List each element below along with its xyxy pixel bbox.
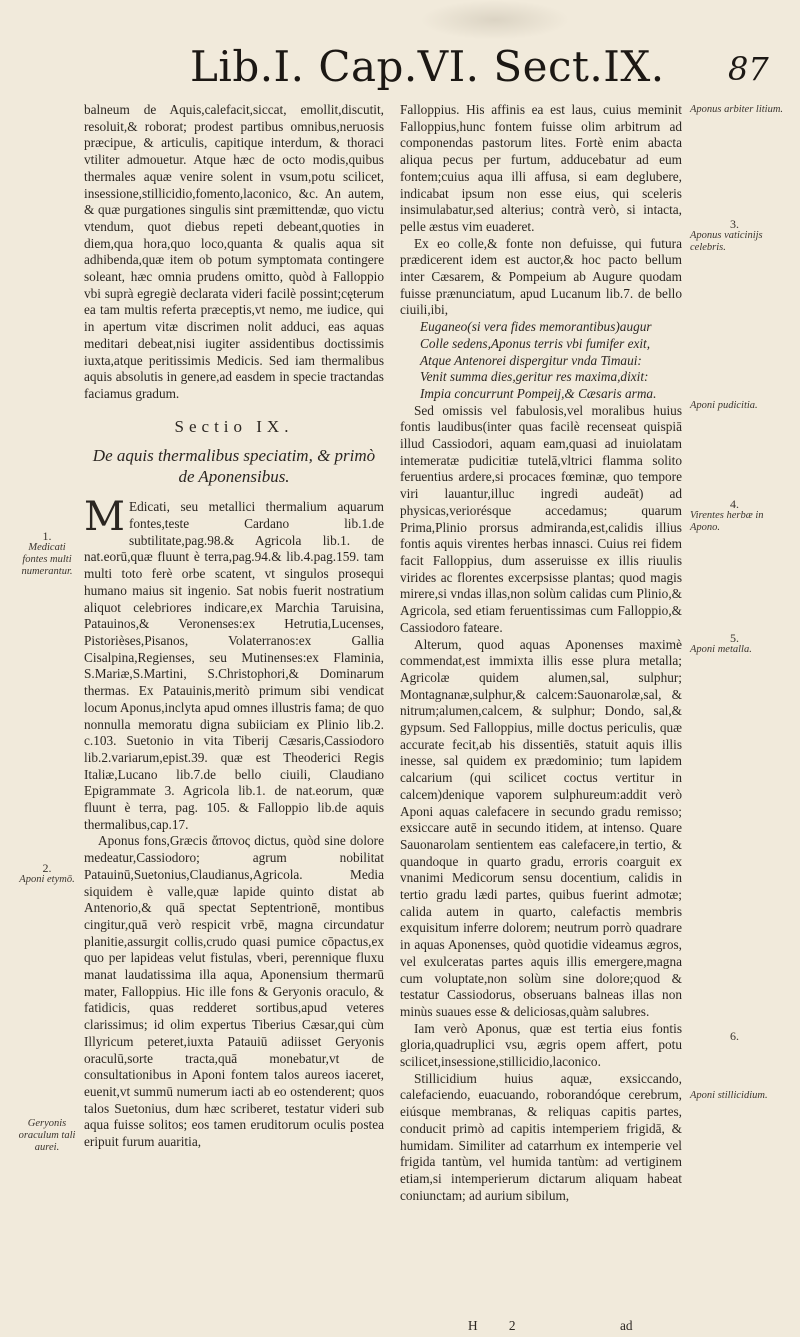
running-title: Lib.I. Cap.VI. Sect.IX. — [190, 42, 665, 91]
paragraph: Ex eo colle,& fonte non defuisse, qui futura prædicerent idem est auctor,& hoc pacto bellum inter Cæsarem, & Pompeium ab Augure quodam fuisse prænunciatum, apud Lucanum lib.7. de bello ciuili,ibi, — [400, 235, 682, 318]
page-number: 87 — [728, 50, 769, 88]
left-column — [84, 102, 384, 1151]
paragraph: Falloppius. His affinis ea est laus, cuius meminit Falloppius,hunc fontem fuisse olim arbitrum ad componendas pastorum lites. Fortè enim abacta aliqua pecus per furtum, adducebatur ad eum fontem;cuius aqua illi affusa, si eam deglubere, indicabat ipsum non esse eius, qui sceleris insimulabatur,sed alterius; contrà verò, si intacta, pelle æstus vim euaderet. — [400, 102, 682, 234]
running-head — [0, 42, 800, 98]
paragraph: balneum de Aquis,calefacit,siccat, emollit,discutit, resoluit,& roborat; prodest partibus omnibus,neruosis præcipue, & articulis, capitique interdum, & thoraci vtiliter admouetur. Atque hæc de octo modis,quibus thermales aquæ venire solent in vsum,potu scilicet, insessione,stillicidio,fomento,laconico, &c. An autem, & quæ purgationes singulis sint præmittendæ, quo victu vtendum, quot diebus repeti debeant,quoties in diem,qua hora,quo loco,quanta & qualis aqua sit adhibenda,quæ item ob potum symptomata contingere soleant, hæc omnia prudens omitto, quòd à Falloppio vbi suprà egregiè declarata videri facilè possint;cęterum ea tam multis referta præceptis,vt nemo, me iudice, qui in apertum vitæ discrimen nolit adduci, eas aquas meditari debeat,nisi iugiter assidentibus doctissimis iuxta,atque peritissimis Medicis. Sed iam thermalibus aquis absolutis in genere,ad easdem in specie tractandas faciamus gradum. — [84, 102, 384, 401]
margin-note — [690, 1030, 790, 1042]
section-heading: Sectio IX. — [174, 416, 294, 436]
paragraph: Stillicidium huius aquæ, exsiccando, calefaciendo, euacuando, roborandóque cerebrum, eiúsque membranas, & reliquas capitis partes, conducit primò ad capitis intemperiem frigidā, & humidam. Similiter ad catarrhum ex intemperie vel frigida tantùm, vel humida tantùm: ad vertiginem etiam,si intemperierum dictarum aliquam habeat coniunctam; ad aurium sibilum, — [400, 1070, 682, 1203]
verse-line: Colle sedens,Aponus terris vbi fumifer exit, — [420, 335, 651, 351]
margin-note — [690, 498, 790, 534]
section-title: De aquis thermalibus speciatim, & primò de Aponensibus. — [92, 446, 376, 487]
page-stain — [420, 0, 570, 40]
margin-note-text: Aponi stillicidium. — [690, 1090, 768, 1101]
margin-note-text: Aponus arbiter litium. — [690, 104, 784, 115]
verse-line: Atque Antenorei dispergitur vnda Timaui: — [420, 352, 642, 368]
margin-note — [690, 632, 790, 656]
paragraph: Iam verò Aponus, quæ est tertia eius fontis gloria,quadruplici vsu, ægris opem affert, potu scilicet,insessione,stillicidio,laconico. — [400, 1020, 682, 1070]
margin-note-text: Medicati fontes multi numerantur. — [21, 542, 73, 577]
margin-note — [16, 1118, 78, 1154]
margin-note-text: Geryonis oraculum tali aurei. — [18, 1118, 76, 1153]
verse-line: Euganeo(si vera fides memorantibus)augur — [420, 319, 652, 335]
paragraph: Sed omissis vel fabulosis,vel moralibus huius fontis laudibus(inter quas facilè recenseat quispiā illud Cassiodori, aquam eam,quasi ad inuiolatam intemeratæ pudicitiæ tutelā,vltrici flamma solito feruentius ardere,si procaces fœminæ, quo tempore viri lauantur,illuc ingredi audeāt) ad physicas,veriorésque accedamus; quarum Prima,Plinio prorsus admiranda,est,calidis illius fontis aquis virentes herbas innasci. Cuius rei fidem facit Falloppius, dum asseruisse ex illis riuulis virides ac florentes excerpsisse plantas; quod magis mirere,si vndas illas,non solùm calidas cum Plinio,& Agricola, sed etiam feruentissimas cum Falloppio,& Cassiodoro fateare. — [400, 402, 682, 635]
verse-line: Venit summa dies,geritur res maxima,dixit: — [420, 369, 649, 385]
margin-note-text: Aponi etymō. — [19, 874, 75, 885]
margin-note — [690, 218, 790, 254]
right-column — [400, 102, 682, 1204]
margin-note-text: Aponi pudicitia. — [690, 400, 758, 411]
margin-number: 2. — [42, 861, 52, 875]
margin-number: 4. — [730, 497, 739, 511]
margin-number: 3. — [730, 217, 739, 231]
margin-note — [16, 530, 78, 578]
drop-capital: M — [84, 494, 125, 541]
margin-number: 1. — [42, 529, 52, 543]
margin-note — [690, 400, 790, 412]
catchword: ad — [620, 1318, 633, 1333]
paragraph: Alterum, quod aquas Aponenses maximè commendat,est immixta illis esse plura metalla; Agricolæ quidem alumen,sal, sulphur; Montagnanæ,sulphur,& calcem:Sauonarolæ,sal, & nitrum;alumen,calcem, & sulphur; Dondo, sal,& gypsum. Sed Falloppius, mille doctus periculis, quæ accurate fecit,ab his dissentiēs, statuit aquis illis inesse, sal quidem ex prædominio; tum lapidem calcarium (qui scilicet coctus vertitur in calcem)denique vaporem sulphureum:addit verò Aponi aquas calefacere in secundo gradu remisso; exsiccare autē in secundo itidem, at intenso. Quare Sauonarolam sentientem eas calefacere,in tertio, & quandoque in quarto gradu, erroris coarguit ex vnanimi Medicorum sensu docentium, calidis in tertio gradu lædi partes, quibus fuerint admotæ; calida autem in quarto, calefactis membris exquisitum inferre dolorem; neutrum porrò quadrare in aquas Aponenses, quòd quotidie videamus ægros, vel exulceratas partes aquis illis emergere,magna cum voluptate,non solùm sine dolore;quod & testatur Cassiodorus, obseruans balneas illas non minùs suaues esse & deliciosas,quàm salubres. — [400, 636, 682, 1019]
margin-note — [16, 862, 78, 886]
paragraph: Aponus fons,Græcis ἄπονος dictus, quòd sine dolore medeatur,Cassiodoro; agrum nobilitat Patauinū,Suetonius,Claudianus,Agricola. Media siquidem è valle,quæ lapide quinto distat ab Antenorio,& quā spectat Septentrionē, montibus cingitur,quā verò respicit vrbē, magna circundatur planitie,assurgit collis,crudo quasi pumice cōpactus,ex quo per lapideas velut fistulas, vberi, perennique fluxu manat laudatissima illa aqua, Aponensium thermarū mater, Falloppius. Hic ille fons & Geryonis oraculo, & fatidicis, quas redderet sortibus,apud veteres clarissimus; id olim expertus Tiberius Cæsar,qui cùm Illyricum peteret,iuxta Patauiū adiisset Geryonis oraculū,sorte tracta,quā monebatur,vt de consultationibus in Aponi fontem talos aureos iaceret, euenit,vt summū numerum iacti ab eo ostenderent; quos talos Suetonius, dum hæc scriberet, testatur videri sub aqua fuisse solitos; eos tamen eruditorum oculis postea eripuit furum auaritia, — [84, 833, 384, 1150]
paragraph-text: Edicati, seu metallici thermalium aquarum fontes,teste Cardano lib.1.de subtilitate,pag.98.& Agricola lib.1. de nat.eorū,quæ fluunt è terra,pag.94.& lib.4.pag.159. tam multi toto ferè orbe scatent, vt singulos prosequi humano maius sit ingenio. Sat nobis fuerit nostratium aliquot celebriores indicare,ex Marchia Taruisina, Patauinos,& Veronenses:ex Hetrutia,Lucenses, Pistorièses,Pisanos, Volaterranos:ex Gallia Cisalpina,Regienses, seu Mutinenses:ex Flaminia, S.Mariæ,S.Martini, S.Christophori,& Dominarum thermas. Ex Patauinis,meritò primum sibi vendicat locum Aponus,inclyta apud omnes illustris fama; de quo nonnulla memoratu digna subiiciam ex Plinio lib.2. c.103. Suetonio in vita Tiberij Cæsaris,Cassiodoro lib.2.variarum,epist.39. quæ est Theoderici Regis Italiæ,Lucano lib.7.de bello ciuili, Claudiano Epigrammate 3. Agricola lib.1. de nat.eorum, quæ fluunt è terra, pag. 105. & Falloppio lib.de aquis thermalibus,cap.17. — [84, 499, 384, 832]
margin-number: 5. — [730, 631, 739, 645]
verse-quote — [400, 319, 682, 403]
margin-note-text: Aponus vaticinijs celebris. — [690, 230, 763, 253]
signature-mark: H 2 — [468, 1318, 530, 1333]
margin-number: 6. — [730, 1029, 739, 1043]
margin-note-text: Aponi metalla. — [690, 644, 752, 655]
paragraph — [84, 494, 384, 833]
margin-note — [690, 1090, 790, 1102]
margin-note — [690, 104, 790, 116]
verse-line: Impia concurrunt Pompeij,& Cæsaris arma. — [420, 385, 657, 401]
margin-note-text: Virentes herbæ in Apono. — [690, 510, 764, 533]
